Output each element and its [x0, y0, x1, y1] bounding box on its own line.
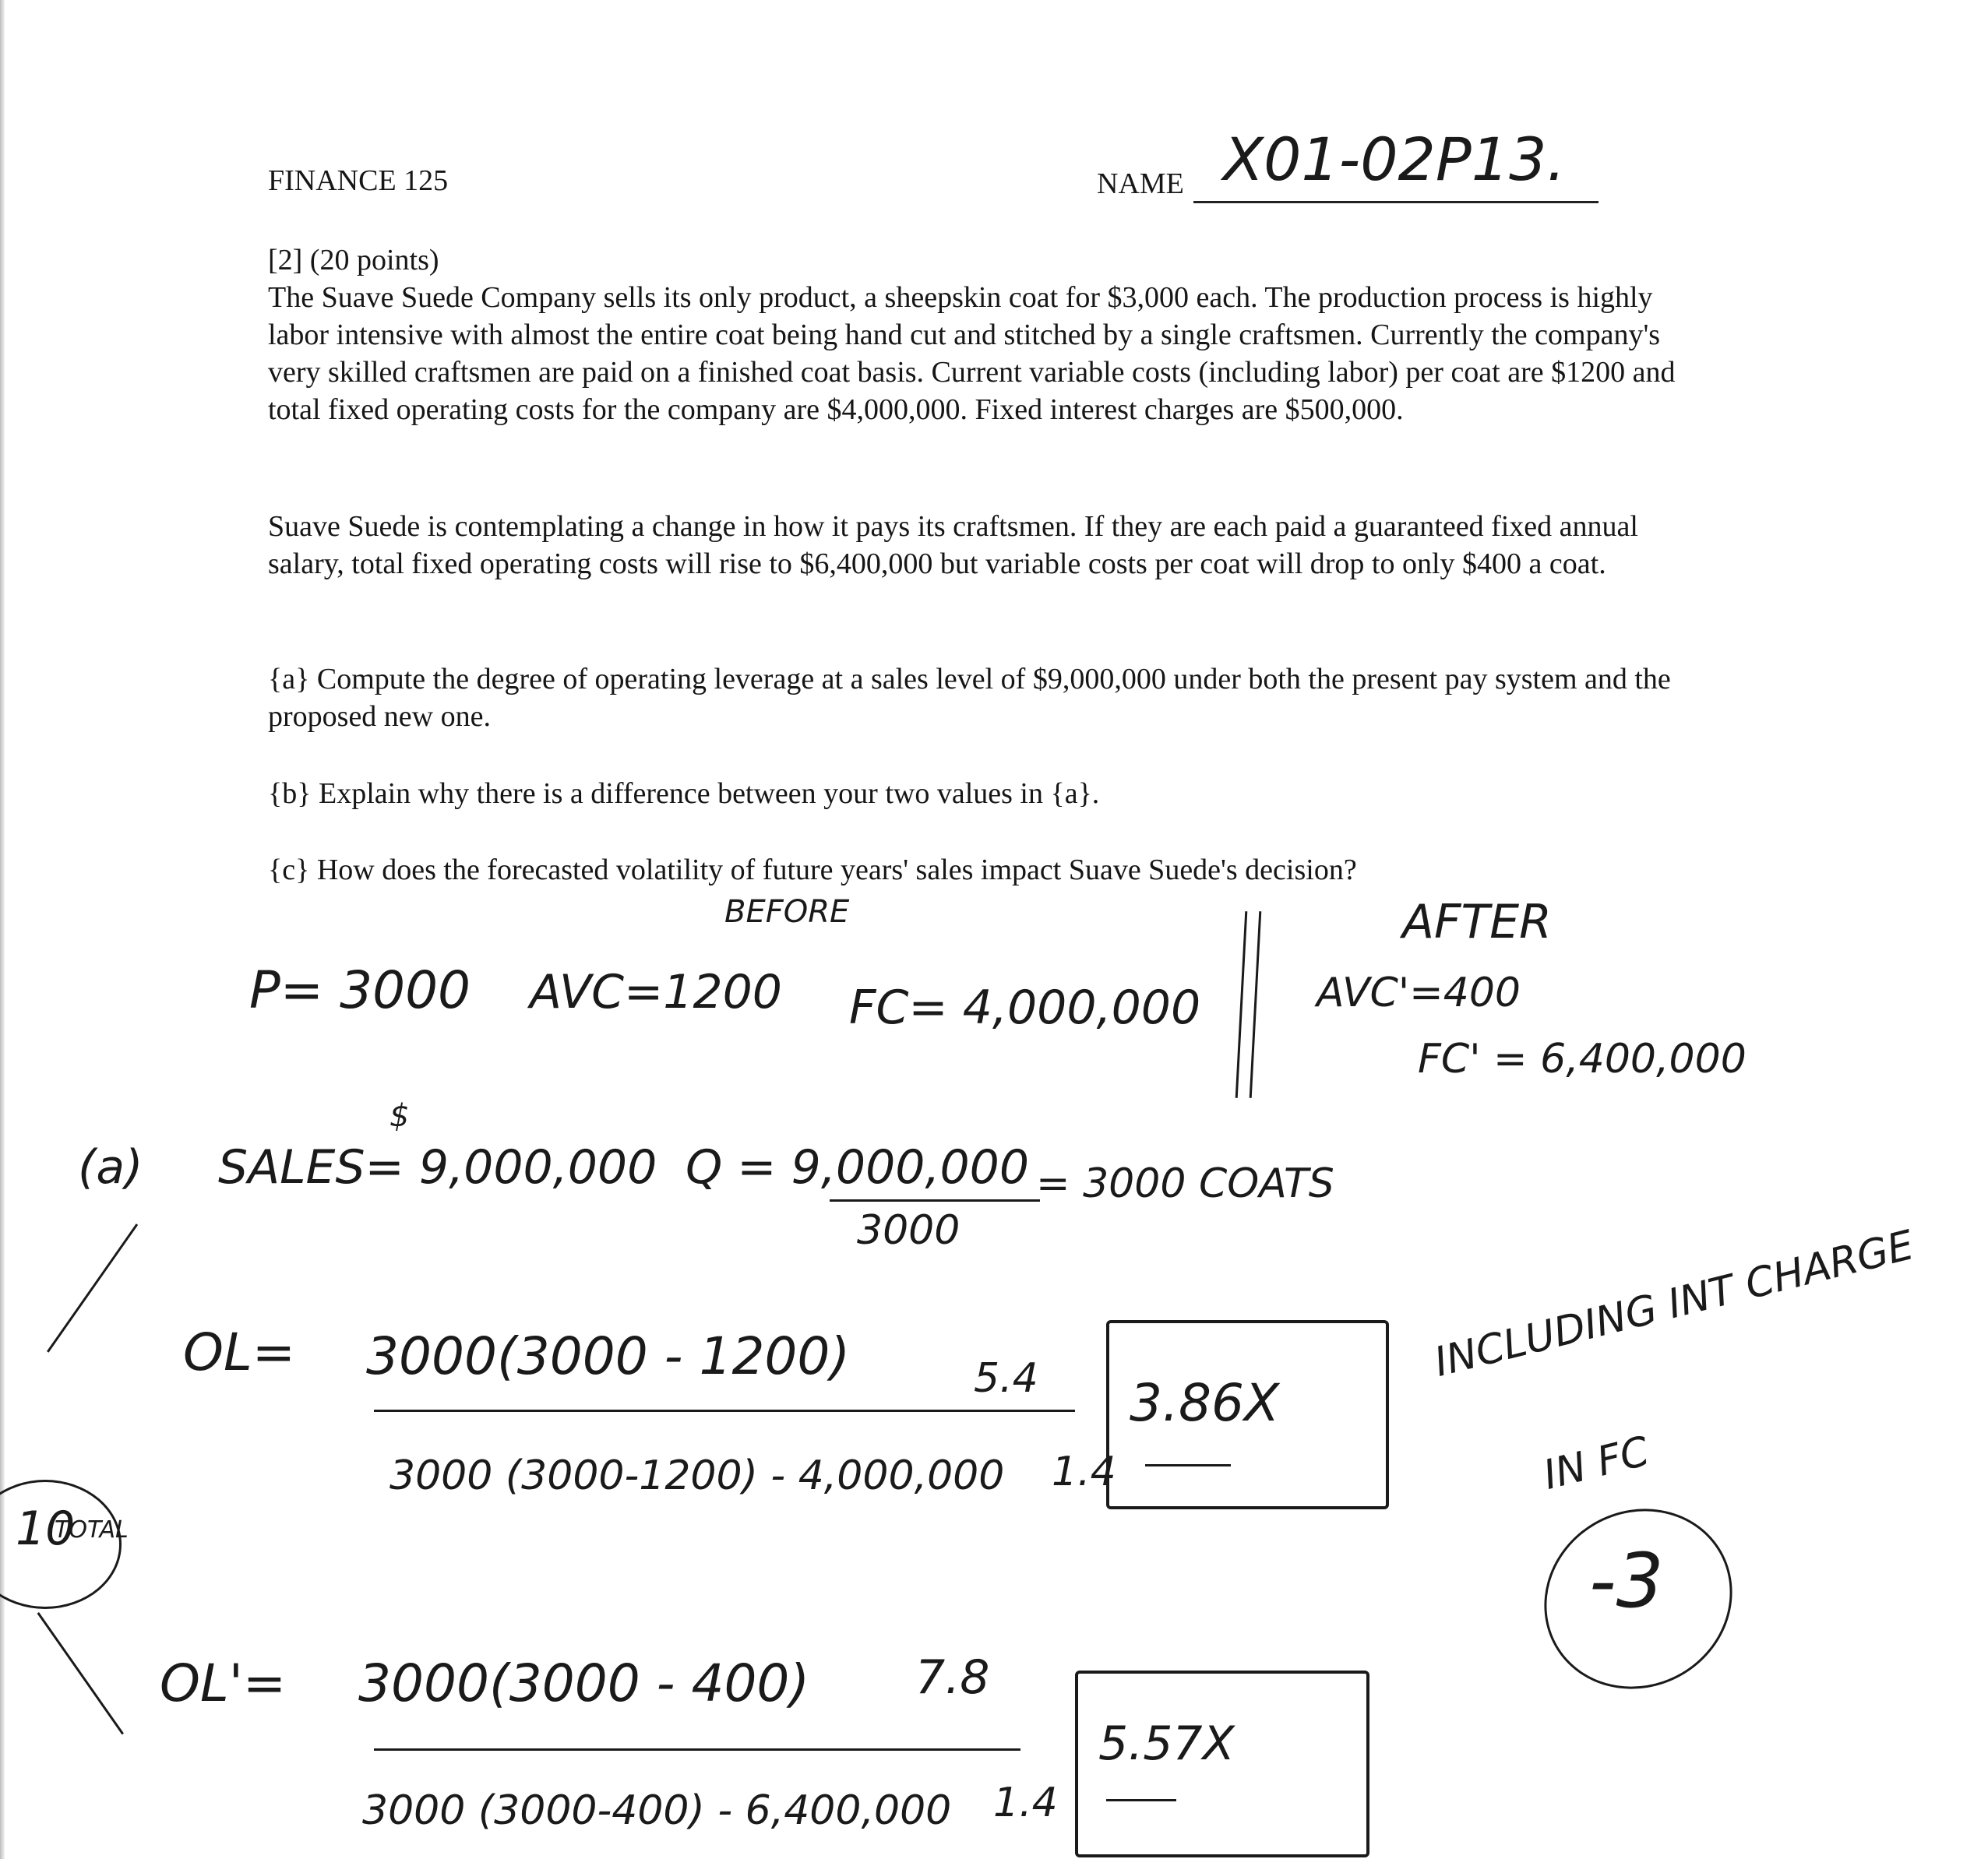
question-paragraph-2: Suave Suede is contemplating a change in how it pays its craftsmen. If they are each paid a guaranteed fixed annual salary, total fixed operating costs will rise to $6,400,000 but variable costs per coat will drop to only $400 a coat. [268, 510, 1638, 580]
score-total-note: TOTAL [55, 1516, 129, 1544]
deduction-value: -3 [1589, 1537, 1664, 1625]
question-part-a: {a} Compute the degree of operating leverage at a sales level of $9,000,000 under both the present pay system and the proposed new one. [268, 663, 1671, 733]
ol-prime-numerator: 3000(3000 - 400) [358, 1653, 810, 1713]
sales-value: SALES= 9,000,000 [218, 1140, 657, 1195]
quantity-fraction-bar [830, 1199, 1040, 1202]
ol-prime-fraction-bar [374, 1748, 1020, 1751]
quantity-result: = 3000 COATS [1036, 1160, 1334, 1207]
ol-prime-side-numerator: 7.8 [915, 1650, 990, 1705]
avc-given: AVC=1200 [530, 965, 782, 1019]
quantity-numerator: Q = 9,000,000 [686, 1140, 1030, 1195]
ol-answer: 3.86X [1130, 1373, 1280, 1433]
after-label: AFTER [1402, 895, 1552, 949]
divider-line-2 [1250, 911, 1262, 1098]
score-bracket-top [47, 1223, 138, 1353]
ol-prime-side-denominator: 1.4 [993, 1780, 1058, 1826]
ol-fraction-bar [374, 1410, 1075, 1412]
dollar-sign: $ [389, 1098, 410, 1134]
question-part-c: {c} How does the forecasted volatility of future years' sales impact Suave Suede's decision? [268, 854, 1357, 886]
question-heading: [2] (20 points) [268, 244, 439, 276]
avc-after: AVC'=400 [1317, 970, 1521, 1016]
ol-prime-answer: 5.57X [1098, 1716, 1235, 1771]
name-label: NAME [1097, 167, 1184, 200]
grader-note: INCLUDING INT CHARGE [1429, 1222, 1919, 1386]
ol-numerator: 3000(3000 - 1200) [366, 1326, 851, 1386]
question-paragraph-1: The Suave Suede Company sells its only product, a sheepskin coat for $3,000 each. The production process is highly labor intensive with almost the entire coat being hand cut and stitched by a single craftsmen. Currently the company's very skilled craftsmen are paid on a finished coat basis. Current variable costs (including labor) per coat are $1200 and total fixed operating costs for the company are $4,000,000. Fixed interest charges are $500,000. [268, 281, 1676, 426]
grader-note-in-fc: IN FC [1539, 1428, 1654, 1499]
price-given: P= 3000 [249, 960, 471, 1020]
ol-prime-answer-underline [1106, 1799, 1176, 1801]
ol-prime-denominator: 3000 (3000-400) - 6,400,000 [362, 1787, 952, 1834]
score-bracket-bottom [37, 1612, 124, 1734]
fc-after: FC' = 6,400,000 [1418, 1036, 1747, 1083]
part-a-label: (a) [78, 1140, 143, 1195]
divider-line-1 [1235, 911, 1248, 1098]
question-part-b: {b} Explain why there is a difference between your two values in {a}. [268, 777, 1100, 810]
quantity-denominator: 3000 [857, 1207, 961, 1254]
name-underline [1193, 201, 1599, 203]
ol-denominator: 3000 (3000-1200) - 4,000,000 [389, 1452, 1005, 1499]
course-title: FINANCE 125 [268, 164, 449, 197]
before-label: BEFORE [724, 894, 850, 930]
student-name-handwritten: X01-02P13. [1223, 125, 1566, 194]
fc-given: FC= 4,000,000 [849, 981, 1201, 1035]
ol-answer-underline [1145, 1464, 1231, 1466]
score-value: 10 [16, 1502, 76, 1556]
ol-label: OL= [183, 1322, 296, 1382]
ol-side-numerator: 5.4 [974, 1355, 1038, 1402]
ol-side-denominator: 1.4 [1052, 1449, 1116, 1495]
ol-prime-label: OL'= [160, 1653, 287, 1713]
